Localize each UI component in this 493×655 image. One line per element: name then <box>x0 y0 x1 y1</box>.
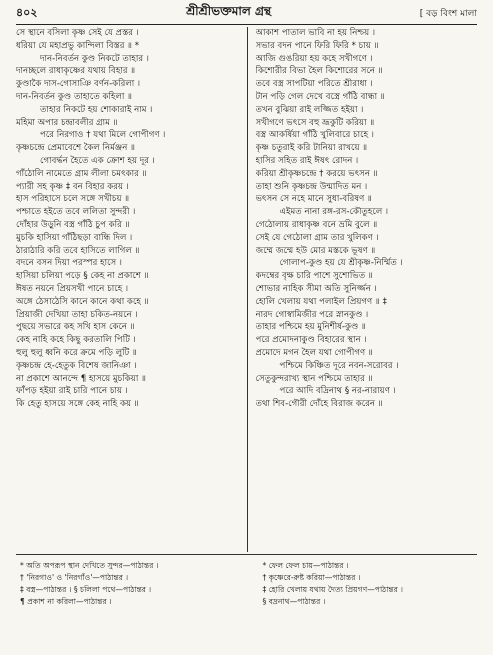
verse-line: বদনে বসন দিয়া পরস্পর হাসে । <box>16 258 123 269</box>
verse-line: কদম্বের বৃক্ষ চারি পাশে সুশোভিত ॥ <box>255 271 373 282</box>
footnote: ‡ বস্ত্র—পাঠান্তর । § চলিলা পথে—পাঠান্তর । <box>20 585 152 594</box>
verse-line: ভৎসন সে নহে মানে সুধা-বরিষণ ॥ <box>255 194 372 205</box>
verse-line: সভার বদন পানে ফিরি ফিরি * চায় ॥ <box>255 40 379 51</box>
verse-line: পশ্চিমে কিঞ্চিত দূরে নবন-সরোবর । <box>279 360 399 371</box>
verse-line: কৃষ্ণচন্দ্রে প্রেমাবেশে কৈল নির্মঞ্জন ॥ <box>16 143 135 154</box>
footnote: * অতি অপরূপ স্থান দেখিতে সুন্দর—পাঠান্তর । <box>20 561 159 570</box>
verse-line: হুলু হুলু ধ্বনি করে ক্রমে পড়ি লুটি ॥ <box>16 347 137 358</box>
running-title: শ্রীশ্রীভক্তমাল গ্রন্থ <box>186 4 272 18</box>
verse-line: আকাশ পাতাল ভাবি না হয় নিশ্চয় । <box>255 28 376 38</box>
verse-line: তাহা শুনি কৃষ্ণচন্দ্র উন্মাদিত মন । <box>255 181 368 192</box>
verse-line: ঠারাঠারি করি তবে হাসিতে লাগিল ॥ <box>16 245 140 256</box>
verse-line: না প্রকাশে আনন্দে ¶ হাসয়ে মুচকিয়া ॥ <box>16 373 146 384</box>
page-header <box>16 3 477 23</box>
verse-line: তখন বুঝিয়া রাই লজ্জিত হইয়া । <box>255 104 364 115</box>
verse-line: তাহার নিকটে হয় শোকারাই নাম । <box>40 104 153 115</box>
verse-line: পরে নিরগাও † যথা মিলে গোপীগণ । <box>40 130 166 141</box>
verse-line: দোঁহার উড়ুনি বস্ত্র গাঁঠি চুপ করি ॥ <box>16 219 130 230</box>
verse-line: তাহার পশ্চিমে হয় মুনিশীর্ষ-কুণ্ড ॥ <box>255 322 366 333</box>
verse-line: গাঁঠোলি নামেতে গ্রাম লীলা চমৎকার ॥ <box>16 168 147 179</box>
verse-line: সেতুকুন্দরাখ্য স্থান পশ্চিমে তাহার ॥ <box>255 373 373 384</box>
header-rule <box>16 24 477 25</box>
right-verse-column <box>247 27 478 552</box>
verse-line: আজি গুঙরিয়া হয় কহে সখীগণে । <box>255 53 373 64</box>
verse-line: প্রমোদে মগন হৈল যথা গোপীগণ ॥ <box>255 347 373 358</box>
verse-line: দান-নিবর্তন কুণ্ড তাহাতে কহিলা ॥ <box>16 91 133 102</box>
verse-line: গোবর্দ্ধন হৈতে এক ক্রোশ হয় দূর । <box>40 155 155 166</box>
verse-line: কিশোরীর বিভা হৈল কিশোরের সনে ॥ <box>255 66 383 77</box>
verse-line: কেহ নাহি কহে কিছু করতালি পিটি । <box>16 335 136 346</box>
verse-line: টান পড়ি গেল দেখে বস্ত্রে গাঁঠি বান্ধা ॥ <box>255 91 385 102</box>
footnote: § বদ্রনাথ—পাঠান্তর । <box>262 597 326 606</box>
footnotes-right <box>247 560 478 608</box>
left-verse-column <box>16 27 247 552</box>
verse-columns <box>16 27 477 552</box>
page-number: ৪০২ <box>16 5 38 19</box>
verse-line: প্রিয়াজী দেখিয়া তাহা চকিত-নয়নে । <box>16 309 138 320</box>
verse-line: করিয়া শ্রীকৃষ্ণচন্দ্রে † করয়ে ভৎসন ॥ <box>255 168 378 179</box>
verse-line: প্যারী সহ কৃষ্ণ ‡ বন বিহার করয় । <box>16 181 129 192</box>
verse-line: জম্মে জম্মে হউ মোর মস্তকে ভূষণ ॥ <box>255 245 376 256</box>
footnote: ‡ হোরি খেলায় যথায় দৈত্য প্রিয়গণ—পাঠান্তর । <box>262 585 403 594</box>
verse-line: হাস পরিহাসে চলে সঙ্গে সখীচয় ॥ <box>16 194 130 205</box>
verse-line: ধরিয়া যে মহাপ্রভু কান্দিলা বিস্তর ॥ * <box>16 40 140 51</box>
verse-line: শোভার নাহিক সীমা অতি সুনির্জ্জন । <box>255 283 377 294</box>
verse-line: গেঠোলায় রাধাকৃষ্ণ বনে ভ্রমি বুলে ॥ <box>255 219 378 230</box>
verse-line: হোলি খেলায় যথা পলাইল প্রিয়গণ ॥ ‡ <box>255 296 387 307</box>
verse-line: গোলাপ-কুণ্ড হয় যে শ্রীকৃষ্ণ-নির্ম্মিত । <box>279 258 403 269</box>
footnote: † 'নিরগাও' ও 'নিরগাঁও'—পাঠান্তর । <box>20 573 129 582</box>
verse-line: তবে বস্ত্র সাপটিয়া পরিতে শ্রীরাধা । <box>255 79 373 90</box>
footnotes-left <box>16 560 247 608</box>
verse-line: দান-নিবর্তন কুণ্ড নিকটে তাহার । <box>40 53 149 64</box>
verse-line: পশ্চাতে হইতে তবে ললিতা সুন্দরী । <box>16 207 136 218</box>
verse-line: দানচ্ছলে রাধাকৃষ্ণের যথায় বিহার ॥ <box>16 66 136 77</box>
verse-line: কৃষ্ণ চতুরাই করি টানিয়া রাখয়ে ॥ <box>255 143 368 154</box>
footnote: ¶ প্রকাশ না করিলা—পাঠান্তর । <box>20 597 112 606</box>
footnotes <box>16 555 477 608</box>
verse-line: ঈষত নয়নে প্রিয়সখী পানে চাহে । <box>16 283 129 294</box>
footnote: † কৃষ্ণেরে-রুষ্ট করিয়া—পাঠান্তর । <box>262 573 361 582</box>
verse-line: পুছয়ে সভারে কহ সখি হাস কেনে ॥ <box>16 322 135 333</box>
verse-line: হাসির সহিত রাই ঈষৎ রোদন । <box>255 155 359 166</box>
footnote: * ফেল ফেল চায়—পাঠান্তর । <box>262 561 349 570</box>
verse-line: সে স্থানে বসিলা কৃষ্ণ সেই যে প্রস্তর । <box>16 28 139 38</box>
verse-line: সখীগণে ভৎসে বহু ভ্রূকুটি করিয়া ॥ <box>255 117 375 128</box>
verse-line: পরে প্রমোদনাকুণ্ড বিহারের স্থান । <box>255 335 367 346</box>
verse-line: মহিমা অপার চন্দ্রাবলীর গ্রাম ॥ <box>16 117 118 128</box>
verse-line: ফাঁপড় হইয়া রাই চারি পানে চায় । <box>16 386 128 397</box>
verse-line: তথা শিব-গৌরী দোঁহে বিরাজ করেন ॥ <box>255 399 383 410</box>
verse-line: কি হেতু হাসয়ে সঙ্গে কেহ নাহি কয় ॥ <box>16 399 139 410</box>
verse-line: মুচকি হাসিয়া গাঁঠিছড়া বান্ধি দিল । <box>16 232 133 243</box>
section-label: [ বড় বিংশ মালা <box>419 8 477 19</box>
verse-line: কৃষ্ণচন্দ্র হে-হেতুক বিশেষ জানিঞা । <box>16 360 137 371</box>
verse-line: সেই যে গেঠোলা গ্রাম তার খুলিকণ । <box>255 232 379 243</box>
verse-line: পরে আদি বদ্রিনাথ § নর-নারায়ণ । <box>279 386 396 397</box>
verse-line: এইমত নানা রঙ্গ-রস-কৌতুহলে । <box>279 207 389 218</box>
verse-line: বস্ত্র আকর্ষিয়া গাঁঠি খুলিবারে চাহে । <box>255 130 374 141</box>
verse-line: কুণ্ডাকৈ দাস-গোসাঞি বর্ণন-করিলা । <box>16 79 141 90</box>
verse-line: অঙ্গে ঠেসাঠেসি কানে কানে কথা কহে ॥ <box>16 296 149 307</box>
verse-line: নারদ গোস্বামিজীর পরে স্নানকুণ্ড । <box>255 309 369 320</box>
verse-line: হাসিয়া চলিয়া পড়ে § কেহ না প্রকাশে ॥ <box>16 271 149 282</box>
